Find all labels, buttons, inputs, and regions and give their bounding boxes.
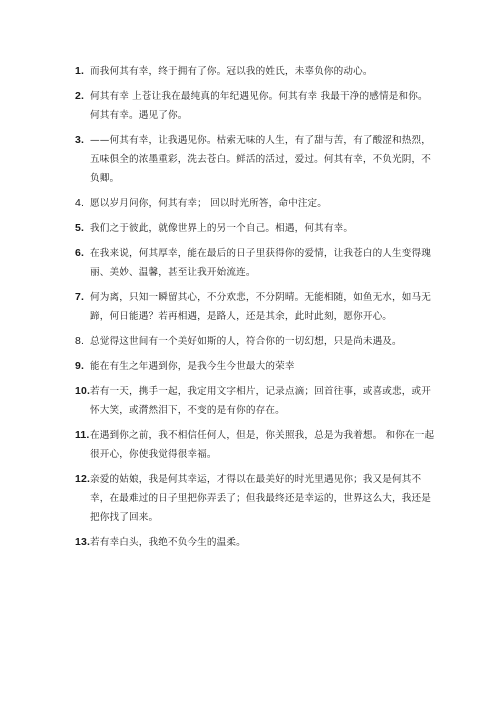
list-item <box>75 470 435 527</box>
item-number: 1. <box>75 65 85 77</box>
item-text: 愿以岁月问你，何其有幸； 回以时光所答，命中注定。 <box>90 198 328 209</box>
item-number: 13. <box>75 536 91 548</box>
list-item <box>75 131 435 188</box>
item-text: ——何其有幸，让我遇见你。枯索无味的人生，有了甜与苦，有了酸涩和热烈，五味俱全的浓墨重彩，洗去苍白。鲜活的活过，爱过。何其有幸，不负光阴，不负卿。 <box>90 135 432 184</box>
item-number: 8. <box>75 335 85 347</box>
list-item <box>75 426 435 464</box>
item-text: 何为离，只知一瞬留其心，不分欢悲，不分阴晴。无能相随，如鱼无水，如马无蹄，何日能遇？若再相遇，是路人，还是其余，此时此刻，愿你开心。 <box>90 292 432 322</box>
list-item <box>75 244 435 282</box>
item-text: 亲爱的姑娘，我是何其幸运，才得以在最美好的时光里遇见你；我又是何其不幸，在最难过的日子里把你弄丢了；但我最终还是幸运的，世界这么大，我还是把你找了回来。 <box>90 474 432 523</box>
item-number: 3. <box>75 134 85 146</box>
list-item <box>75 288 435 326</box>
list-item <box>75 533 435 552</box>
item-text: 而我何其有幸，终于拥有了你。冠以我的姓氏，未辜负你的动心。 <box>90 66 373 77</box>
list-item <box>75 62 435 81</box>
item-number: 7. <box>75 291 85 303</box>
list-item <box>75 382 435 420</box>
list-item <box>75 194 435 213</box>
item-number: 11. <box>75 429 90 441</box>
list-item <box>75 332 435 351</box>
quote-list <box>75 62 435 558</box>
item-number: 4. <box>75 197 85 209</box>
item-text: 在遇到你之前，我不相信任何人，但是，你关照我，总是为我着想。 和你在一起很开心，你使我觉得很幸福。 <box>90 430 435 460</box>
item-text: 若有幸白头，我绝不负今生的温柔。 <box>90 537 246 548</box>
item-text: 我们之于彼此，就像世界上的另一个自己。相遇，何其有幸。 <box>90 223 354 234</box>
list-item <box>75 87 435 125</box>
item-text: 能在有生之年遇到你，是我今生今世最大的荣幸 <box>90 361 295 372</box>
item-number: 10. <box>75 385 91 397</box>
item-text: 总觉得这世间有一个美好如斯的人，符合你的一切幻想，只是尚未遇及。 <box>90 336 402 347</box>
list-item <box>75 219 435 238</box>
item-text: 何其有幸 上苍让我在最纯真的年纪遇见你。何其有幸 我最干净的感情是和你。何其有幸。遇见了你。 <box>90 91 428 121</box>
list-item <box>75 357 435 376</box>
item-text: 在我来说，何其厚幸，能在最后的日子里获得你的爱情，让我苍白的人生变得瑰丽、美妙、温馨，甚至让我开始流连。 <box>90 248 432 278</box>
item-number: 9. <box>75 360 85 372</box>
item-number: 12. <box>75 473 91 485</box>
item-number: 2. <box>75 90 85 102</box>
item-number: 5. <box>75 222 85 234</box>
item-number: 6. <box>75 247 85 259</box>
item-text: 若有一天，携手一起，我定用文字相片，记录点滴；回首往事，或喜或悲，或开怀大笑，或潸然泪下，不变的是有你的存在。 <box>90 386 432 416</box>
